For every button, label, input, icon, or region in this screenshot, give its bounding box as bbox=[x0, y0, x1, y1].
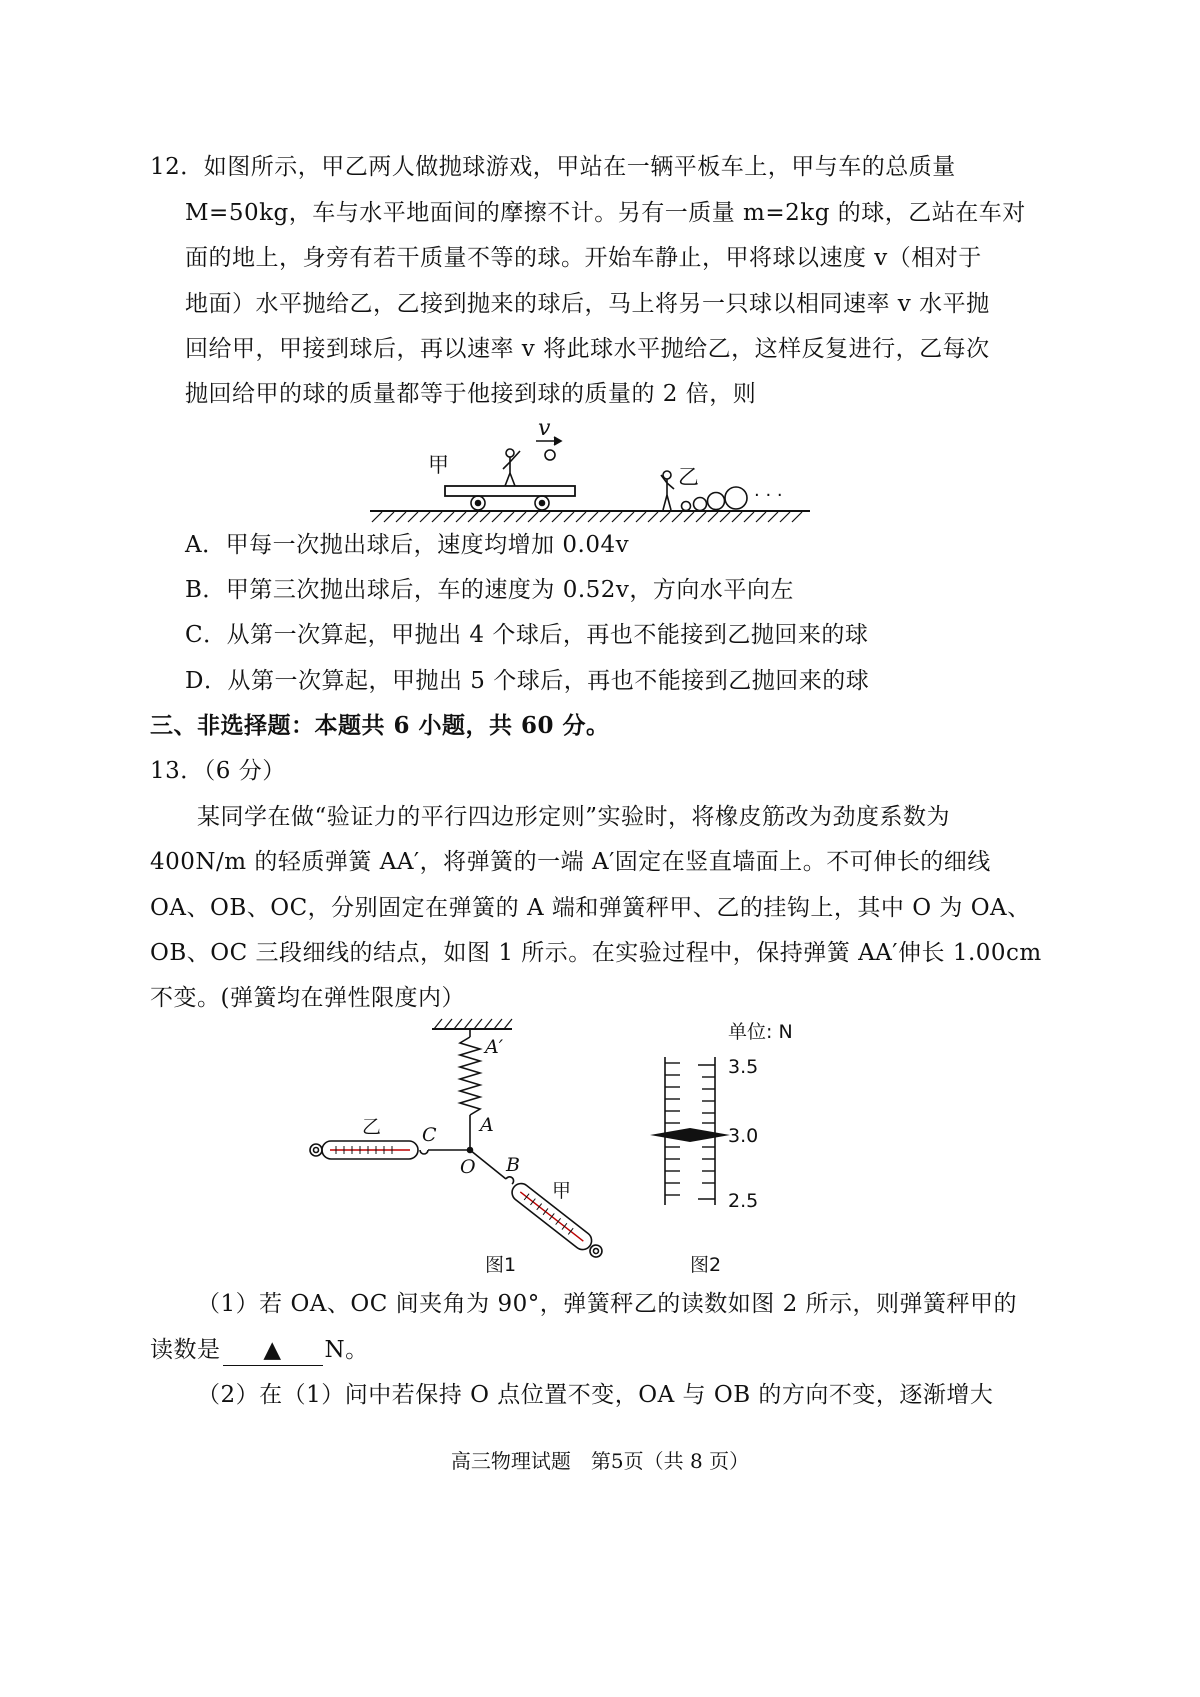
label-a: A bbox=[480, 1114, 494, 1136]
answer-blank[interactable]: ▲ bbox=[223, 1335, 323, 1366]
q13-sub1-line-1: （1）若 OA、OC 间夹角为 90°，弹簧秤乙的读数如图 2 所示，则弹簧秤甲的 bbox=[197, 1291, 1018, 1317]
q13-line-5: 不变。(弹簧均在弹性限度内） bbox=[150, 985, 465, 1011]
label-jia: 甲 bbox=[428, 453, 449, 477]
option-a: A．甲每一次抛出球后，速度均增加 0.04v bbox=[185, 532, 630, 558]
q13-header: 13．（6 分） bbox=[150, 758, 286, 784]
figure-2-scale-reading bbox=[640, 1015, 840, 1225]
option-c: C．从第一次算起，甲抛出 4 个球后，再也不能接到乙抛回来的球 bbox=[185, 622, 869, 648]
q12-line-6: 抛回给甲的球的质量都等于他接到球的质量的 2 倍，则 bbox=[185, 381, 757, 407]
figure-1-caption: 图1 bbox=[485, 1254, 517, 1276]
tick-label-3-5: 3.5 bbox=[728, 1056, 759, 1078]
figure-1-spring-setup bbox=[300, 1015, 620, 1260]
label-o: O bbox=[460, 1156, 476, 1178]
pointer-marker bbox=[650, 1128, 730, 1142]
cart-ball-figure bbox=[370, 415, 830, 525]
answer-suffix: N。 bbox=[324, 1337, 369, 1363]
q12-line-3: 面的地上，身旁有若干质量不等的球。开始车静止，甲将球以速度 v（相对于 bbox=[185, 245, 982, 271]
label-b: B bbox=[506, 1154, 520, 1176]
label-scale-jia: 甲 bbox=[552, 1180, 572, 1202]
q13-sub1-line-2 bbox=[150, 1335, 369, 1366]
figure-2-caption: 图2 bbox=[690, 1254, 722, 1276]
q13-line-4: OB、OC 三段细线的结点，如图 1 所示。在实验过程中，保持弹簧 AA′伸长 1.00cm bbox=[150, 940, 1042, 966]
q13-line-1: 某同学在做“验证力的平行四边形定则”实验时，将橡皮筋改为劲度系数为 bbox=[197, 804, 951, 830]
q12-line-4: 地面）水平抛给乙，乙接到抛来的球后，马上将另一只球以相同速率 v 水平抛 bbox=[185, 291, 990, 317]
q13-line-3: OA、OB、OC，分别固定在弹簧的 A 端和弹簧秤甲、乙的挂钩上，其中 O 为 OA、 bbox=[150, 895, 1031, 921]
ellipsis-dots: · · · bbox=[754, 485, 783, 506]
q12-line-2: M=50kg，车与水平地面间的摩擦不计。另有一质量 m=2kg 的球，乙站在车对 bbox=[185, 200, 1026, 226]
q13-sub2-line-1: （2）在（1）问中若保持 O 点位置不变，OA 与 OB 的方向不变，逐渐增大 bbox=[197, 1382, 994, 1408]
label-scale-yi: 乙 bbox=[362, 1116, 382, 1138]
q12-line-5: 回给甲，甲接到球后，再以速率 v 将此球水平抛给乙，这样反复进行，乙每次 bbox=[185, 336, 990, 362]
option-d: D．从第一次算起，甲抛出 5 个球后，再也不能接到乙抛回来的球 bbox=[185, 668, 870, 694]
tick-label-2-5: 2.5 bbox=[728, 1190, 759, 1212]
unit-label: 单位: N bbox=[728, 1021, 793, 1043]
label-velocity: v bbox=[538, 416, 551, 441]
label-c: C bbox=[422, 1124, 437, 1146]
option-b: B．甲第三次抛出球后，车的速度为 0.52v，方向水平向左 bbox=[185, 577, 794, 603]
answer-prefix: 读数是 bbox=[150, 1337, 221, 1363]
section-3-heading: 三、非选择题：本题共 6 小题，共 60 分。 bbox=[150, 712, 610, 739]
q12-line-1: 12．如图所示，甲乙两人做抛球游戏，甲站在一辆平板车上，甲与车的总质量 bbox=[150, 154, 956, 180]
page-footer: 高三物理试题 第5页（共 8 页） bbox=[450, 1449, 750, 1473]
q13-line-2: 400N/m 的轻质弹簧 AA′，将弹簧的一端 A′固定在竖直墙面上。不可伸长的细线 bbox=[150, 849, 991, 875]
tick-label-3-0: 3.0 bbox=[728, 1125, 759, 1147]
label-a-prime: A′ bbox=[485, 1036, 504, 1058]
label-yi: 乙 bbox=[678, 465, 699, 489]
